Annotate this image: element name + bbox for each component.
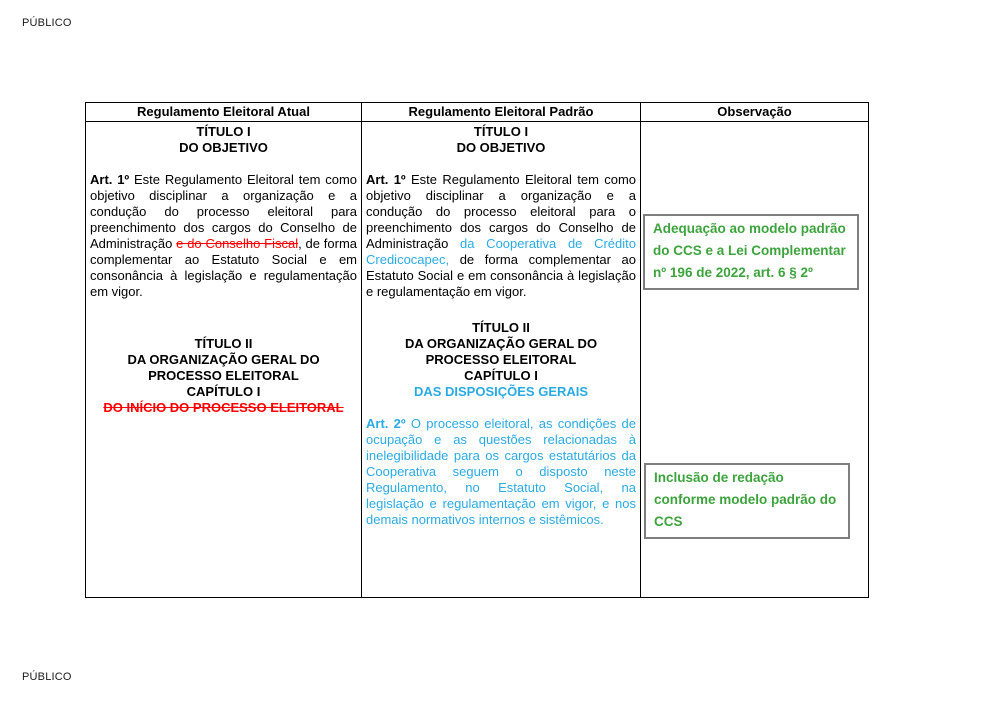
title-line: DA ORGANIZAÇÃO GERAL DO xyxy=(127,352,320,367)
art-1-label: Art. 1º xyxy=(90,172,130,187)
art-1-label: Art. 1º xyxy=(366,172,406,187)
title-line: CAPÍTULO I xyxy=(186,384,261,399)
padrao-titulo-ii xyxy=(366,320,636,400)
title-line: TÍTULO II xyxy=(194,336,253,351)
column-header-atual: Regulamento Eleitoral Atual xyxy=(86,103,362,122)
title-line: CAPÍTULO I xyxy=(464,368,538,383)
note-box-adequacao: Adequação ao modelo padrão do CCS e a Lei Complementar nº 196 de 2022, art. 6 § 2º xyxy=(643,214,859,290)
art-1-text-after: , de forma complementar ao Estatuto Social e em consonância à legislação e regulamentação em vigor. xyxy=(90,236,358,299)
art-1-text-before: Este Regulamento Eleitoral tem como objetivo disciplinar a organização e a condução do processo eleitoral para preenchimento dos cargos do Conselho de Administração xyxy=(90,172,358,251)
art-2-text: O processo eleitoral, as condições de ocupação e as questões relacionadas à inelegibilidade para os cargos estatutários da Cooperativa seguem o disposto neste Regulamento, no Estatuto Social, na legislação e regulamentação em vigor, e nos demais normativos internos e sistêmicos. xyxy=(366,416,636,527)
note-box-inclusao: Inclusão de redação conforme modelo padrão do CCS xyxy=(644,463,850,539)
deleted-text: e do Conselho Fiscal xyxy=(176,236,299,251)
column-header-observacao: Observação xyxy=(641,103,869,122)
atual-art-1-paragraph xyxy=(90,172,357,300)
title-line: TÍTULO I xyxy=(473,124,529,139)
title-line: TÍTULO I xyxy=(196,124,251,139)
title-line: PROCESSO ELEITORAL xyxy=(148,368,299,383)
title-line: DA ORGANIZAÇÃO GERAL DO xyxy=(404,336,598,351)
art-1-text-after: de forma complementar ao Estatuto Social e em consonância à legislação e regulamentação em vigor. xyxy=(366,252,636,299)
padrao-art-2-paragraph xyxy=(366,416,636,528)
title-line: TÍTULO II xyxy=(472,320,530,335)
padrao-titulo-i xyxy=(366,124,636,156)
padrao-art-1-paragraph xyxy=(366,172,636,300)
table-header-row xyxy=(86,103,869,122)
title-line: DO OBJETIVO xyxy=(456,140,546,155)
table-body-row xyxy=(86,122,869,598)
art-2-label: Art. 2º xyxy=(366,416,406,431)
cell-atual xyxy=(86,122,362,598)
deleted-title-line: DO INÍCIO DO PROCESSO ELEITORAL xyxy=(103,400,344,415)
cell-padrao xyxy=(362,122,641,598)
comparison-table xyxy=(85,102,869,598)
column-header-padrao: Regulamento Eleitoral Padrão xyxy=(362,103,641,122)
atual-titulo-ii xyxy=(90,336,357,416)
art-1-text-before: Este Regulamento Eleitoral tem como objetivo disciplinar a organização e a condução do processo eleitoral para o preenchimento dos cargos do Conselho de Administração xyxy=(366,172,637,251)
public-label-top: PÚBLICO xyxy=(22,17,72,29)
title-line: DO OBJETIVO xyxy=(179,140,268,155)
atual-titulo-i xyxy=(90,124,357,156)
title-line: PROCESSO ELEITORAL xyxy=(425,352,577,367)
public-label-bottom: PÚBLICO xyxy=(22,671,72,683)
inserted-text: da Cooperativa de Crédito Credicocapec, xyxy=(366,236,636,267)
cell-observacao xyxy=(641,122,869,598)
inserted-title-line: DAS DISPOSIÇÕES GERAIS xyxy=(413,384,589,399)
